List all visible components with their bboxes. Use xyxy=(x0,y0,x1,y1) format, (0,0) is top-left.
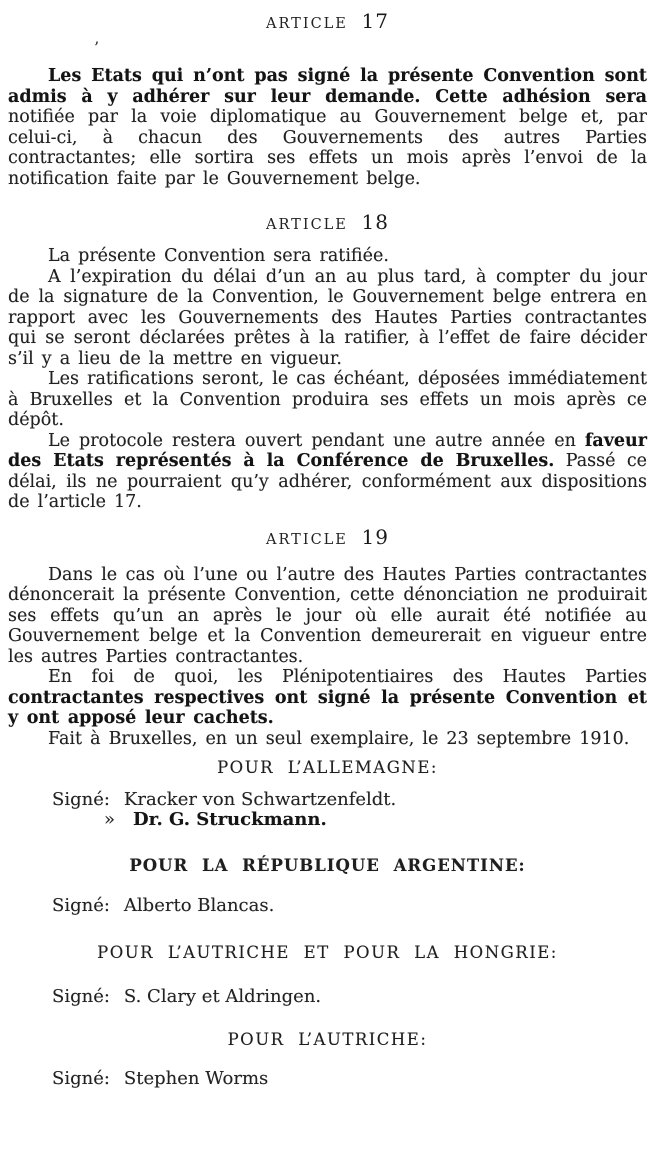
signature-line xyxy=(52,1069,647,1089)
article-19-heading xyxy=(8,526,647,550)
signatory-name: Alberto Blancas. xyxy=(123,895,275,916)
text-segment: notifiée par la voie diplomatique au Gouvernement belge et, par celui-ci, à chacun des Gouvernements des autres Parties contractantes; elle sortira ses effets un mois après l’envoi de la notification faite par le Gouvernement belge. xyxy=(8,107,647,189)
signed-prefix: Signé: xyxy=(52,789,110,810)
article-17-paragraph-1 xyxy=(8,66,647,189)
signatory-name: S. Clary et Aldringen. xyxy=(123,986,322,1007)
article-19-section xyxy=(8,526,647,750)
text-segment: contractantes respectives ont signé la présente Convention et y ont apposé leur cachets. xyxy=(8,687,647,728)
article-label: ARTICLE xyxy=(266,217,348,233)
article-number: 17 xyxy=(361,9,389,33)
article-19-paragraph-3 xyxy=(8,729,647,750)
article-19-paragraph-1 xyxy=(8,565,647,668)
signature-block-austria xyxy=(8,1030,647,1089)
signature-heading-argentina: POUR LA RÉPUBLIQUE ARGENTINE: xyxy=(129,856,526,875)
text-segment: Le protocole restera ouvert pendant une autre année en xyxy=(48,430,585,451)
signature-line xyxy=(52,896,647,916)
signature-heading-austria: POUR L’AUTRICHE: xyxy=(227,1030,428,1049)
article-label: ARTICLE xyxy=(266,16,348,32)
article-18-paragraph-2 xyxy=(8,267,647,370)
text-segment: La présente Convention sera ratifiée. xyxy=(48,246,389,266)
signature-block-germany xyxy=(8,758,647,830)
signature-heading-austria-hungary: POUR L’AUTRICHE ET POUR LA HONGRIE: xyxy=(97,943,558,962)
article-number: 19 xyxy=(361,524,389,549)
ink-mark: ’ xyxy=(94,38,100,57)
text-segment: Les ratifications seront, le cas échéant, déposées immédiatement à Bruxelles et la Convention produira ses effets un mois après ce dépôt. xyxy=(8,369,647,430)
article-17-heading xyxy=(8,10,647,34)
signed-prefix: Signé: xyxy=(52,1068,110,1089)
text-segment: A l’expiration du délai d’un an au plus tard, à compter du jour de la signature de la Convention, le Gouvernement belge entrera en rapport avec les Gouvernements des Hautes Parties contractantes qui se seront déclarées prêtes à la ratifier, à l’effet de faire décider s’il y a lieu de la mettre en vigueur. xyxy=(8,266,647,369)
text-segment: En foi de quoi, les Plénipotentiaires des Hautes Parties xyxy=(48,667,647,687)
signature-line xyxy=(104,810,647,830)
article-18-paragraph-1 xyxy=(8,246,647,267)
text-segment: Dans le cas où l’une ou l’autre des Hautes Parties contractantes dénoncerait la présente Convention, cette dénonciation ne produirait ses effets qu’un an après le jour où elle aurait été notifiée au Gouvernement belge et la Convention demeurerait en vigueur entre les autres Parties contractantes. xyxy=(8,564,647,667)
article-18-paragraph-4 xyxy=(8,431,647,513)
signed-prefix: Signé: xyxy=(52,986,110,1007)
article-18-heading xyxy=(8,211,647,235)
signature-heading-germany: POUR L’ALLEMAGNE: xyxy=(217,758,438,777)
article-19-paragraph-2 xyxy=(8,667,647,729)
signatory-name: Stephen Worms xyxy=(123,1068,269,1089)
article-18-paragraph-3 xyxy=(8,369,647,431)
signatory-name: Dr. G. Struckmann. xyxy=(133,809,327,830)
text-segment: Fait à Bruxelles, en un seul exemplaire, le 23 septembre 1910. xyxy=(48,728,630,749)
signature-line xyxy=(52,987,647,1007)
signed-prefix: Signé: xyxy=(52,895,110,916)
text-segment: Les Etats qui n’ont pas signé la présente Convention sont admis à y adhérer sur leur demande. Cette adhésion sera xyxy=(8,66,647,107)
signature-block-argentina xyxy=(8,856,647,916)
signature-block-austria-hungary xyxy=(8,943,647,1007)
guillemet-ditto-mark: » xyxy=(104,809,116,830)
article-18-section xyxy=(8,211,647,513)
signature-line xyxy=(52,790,647,810)
article-number: 18 xyxy=(361,210,389,234)
signatory-name: Kracker von Schwartzenfeldt. xyxy=(123,789,397,810)
text-segment: faveur des Etats représentés à la Conférence de Bruxelles. xyxy=(8,430,647,471)
article-17-section xyxy=(8,10,647,189)
article-label: ARTICLE xyxy=(266,531,348,548)
text-segment: Passé ce délai, ils ne pourraient qu’y adhérer, conformément aux dispositions de l’article 17. xyxy=(8,451,647,512)
signatures-section xyxy=(8,758,647,1089)
